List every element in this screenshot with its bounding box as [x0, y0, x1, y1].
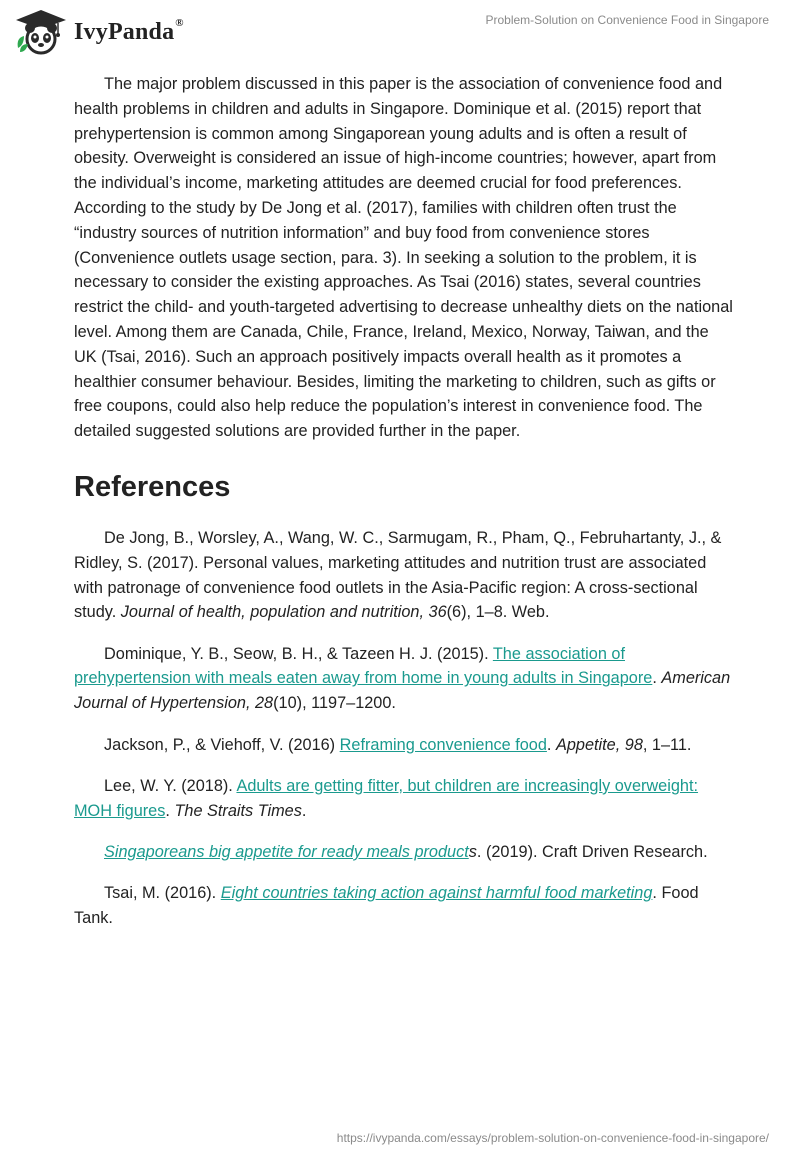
panda-graduate-icon [14, 8, 68, 56]
ivypanda-logo[interactable] [14, 8, 184, 56]
references-list [74, 526, 734, 931]
document-body [74, 72, 734, 947]
reference-link[interactable]: Reframing convenience food [339, 735, 547, 754]
reference-item: Singaporeans big appetite for ready meals products. (2019). Craft Driven Research. [104, 842, 708, 861]
reference-item: Jackson, P., & Viehoff, V. (2016) Reframing convenience food. Appetite, 98, 1–11. [104, 735, 692, 754]
reference-link[interactable]: Eight countries taking action against harmful food marketing [220, 884, 653, 903]
references-heading: References [74, 470, 231, 503]
body-paragraph: The major problem discussed in this paper is the association of convenience food and health problems in children and adults in Singapore. Dominique et al. (2015) report that prehypertension is common among Singaporean young adults and is often a result of obesity. Overweight is considered an issue of high-income countries; however, apart from the individual’s income, marketing attitudes are deemed crucial for food preferences. According to the study by De Jong et al. (2017), families with children often trust the “industry sources of nutrition information” and buy food from convenience stores (Convenience outlets usage section, para. 3). In seeking a solution to the problem, it is necessary to consider the existing approaches. As Tsai (2016) states, several countries restrict the child- and youth-targeted advertising to decrease unhealthy diets on the national level. Among them are Canada, Chile, France, Ireland, Mexico, Norway, Taiwan, and the UK (Tsai, 2016). Such an approach positively impacts overall health as it promotes a healthier consumer behaviour. Besides, limiting the marketing to children, such as gifts or free coupons, could also help reduce the population’s interest in convenience food. The detailed suggested solutions are provided further in the paper. [74, 75, 733, 441]
reference-link[interactable]: Adults are getting fitter, but children are increasingly overweight: MOH figures [74, 776, 699, 820]
reference-item: Lee, W. Y. (2018). Adults are getting fitter, but children are increasingly overweight: MOH figures. The Straits Times. [74, 776, 699, 820]
footer-url: https://ivypanda.com/essays/problem-solution-on-convenience-food-in-singapore/ [336, 1131, 769, 1145]
document-title: Problem-Solution on Convenience Food in Singapore [485, 13, 769, 27]
reference-item: De Jong, B., Worsley, A., Wang, W. C., Sarmugam, R., Pham, Q., Februhartanty, J., & Ridley, S. (2017). Personal values, marketing attitudes and nutrition trust are associated with patronage of convenience food outlets in the Asia-Pacific region: A cross-sectional study. Journal of health, population and nutrition, 36(6), 1–8. Web. [74, 528, 722, 622]
reference-link[interactable]: The association of prehypertension with meals eaten away from home in young adults in Singapore [74, 644, 653, 688]
reference-item: Dominique, Y. B., Seow, B. H., & Tazeen H. J. (2015). The association of prehypertension with meals eaten away from home in young adults in Singapore. American Journal of Hypertension, 28(10), 1197–1200. [74, 644, 731, 713]
brand-name: IvyPanda® [74, 16, 184, 45]
reference-item: Tsai, M. (2016). Eight countries taking action against harmful food marketing. Food Tank. [74, 884, 699, 928]
page-header [0, 0, 800, 70]
reference-link[interactable]: Singaporeans big appetite for ready meals product [104, 842, 469, 861]
